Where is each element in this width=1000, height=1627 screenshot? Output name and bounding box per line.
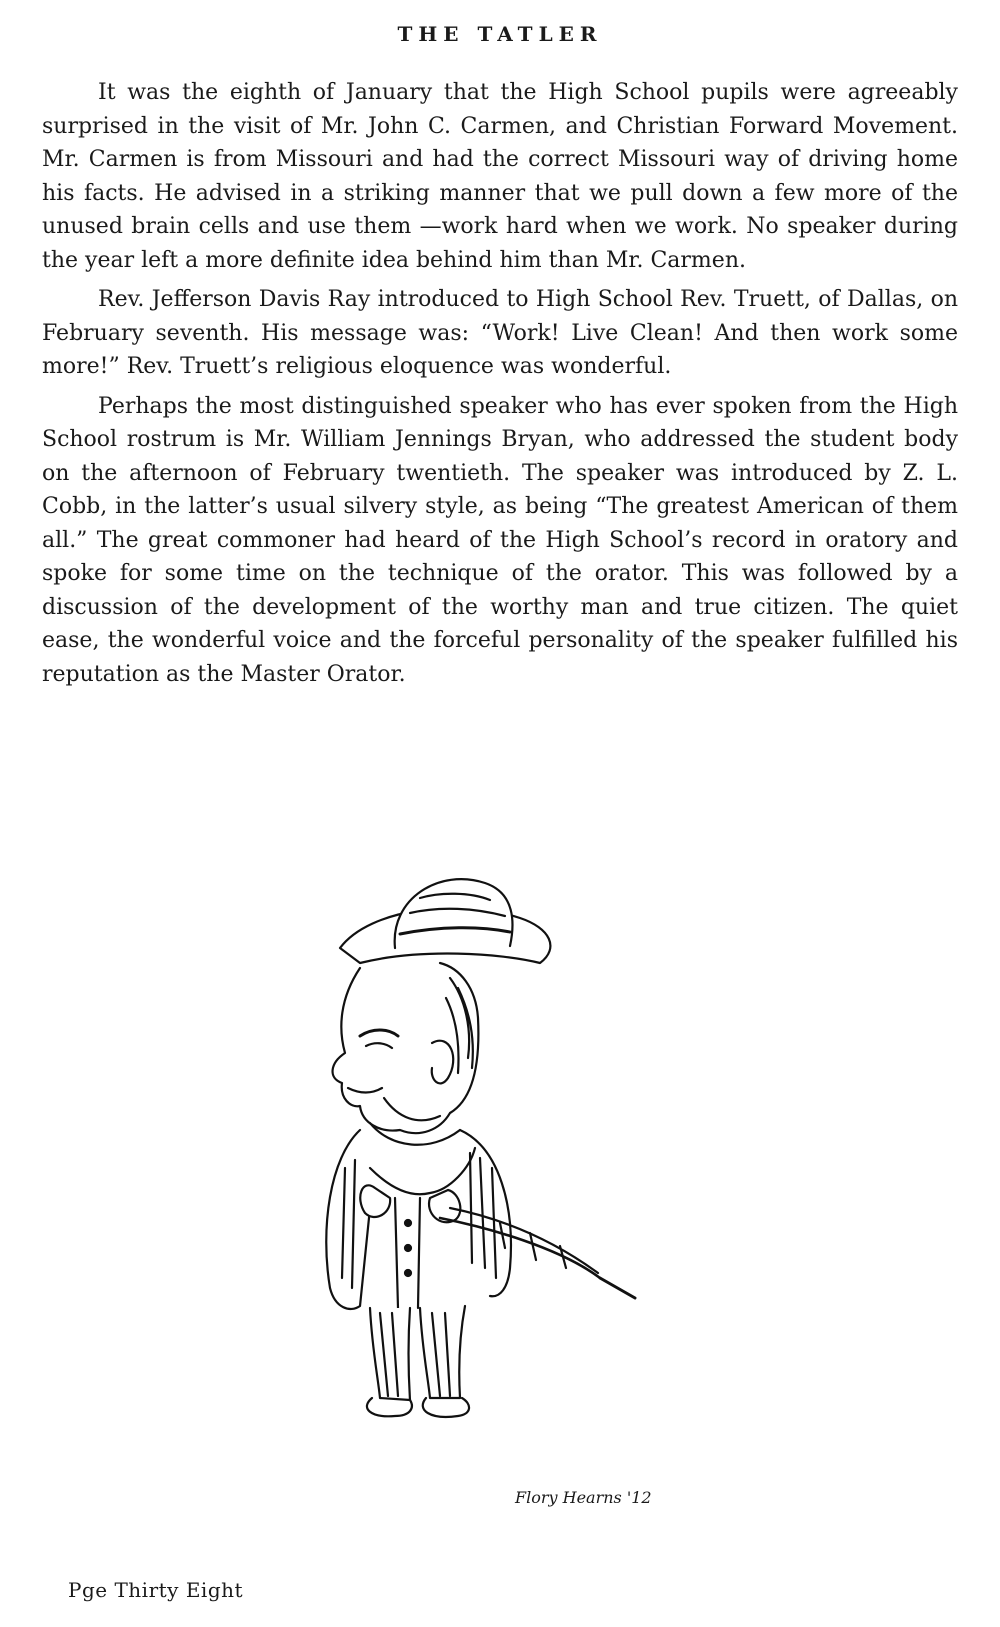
paragraph-truett: Rev. Jefferson Davis Ray introduced to High School Rev. Truett, of Dallas, on February seventh. His message was: “Work! Live Clean! And then work some more!” Rev. Truett’s religious eloquence was wonderful. bbox=[42, 287, 958, 379]
page-number: Pge Thirty Eight bbox=[68, 1578, 244, 1602]
caricature-illustration-icon bbox=[300, 868, 660, 1428]
article-body bbox=[42, 76, 958, 697]
artist-signature: Flory Hearns '12 bbox=[515, 1488, 652, 1507]
running-title: THE TATLER bbox=[397, 22, 603, 46]
paragraph-carmen: It was the eighth of January that the High School pupils were agreeably surprised in the visit of Mr. John C. Carmen, and Christian Forward Movement. Mr. Carmen is from Missouri and had the correct Missouri way of driving home his facts. He advised in a striking manner that we pull down a few more of the unused brain cells and use them —work hard when we work. No speaker during the year left a more definite idea behind him than Mr. Carmen. bbox=[42, 80, 958, 273]
paragraph-bryan: Perhaps the most distinguished speaker who has ever spoken from the High School rostrum is Mr. William Jennings Bryan, who addressed the student body on the afternoon of February twentieth. The speaker was introduced by Z. L. Cobb, in the latter’s usual silvery style, as being “The greatest American of them all.” The great commoner had heard of the High School’s record in oratory and spoke for some time on the technique of the orator. This was followed by a discussion of the development of the worthy man and true citizen. The quiet ease, the wonderful voice and the forceful personality of the speaker fulfilled his reputation as the Master Orator. bbox=[42, 393, 958, 687]
